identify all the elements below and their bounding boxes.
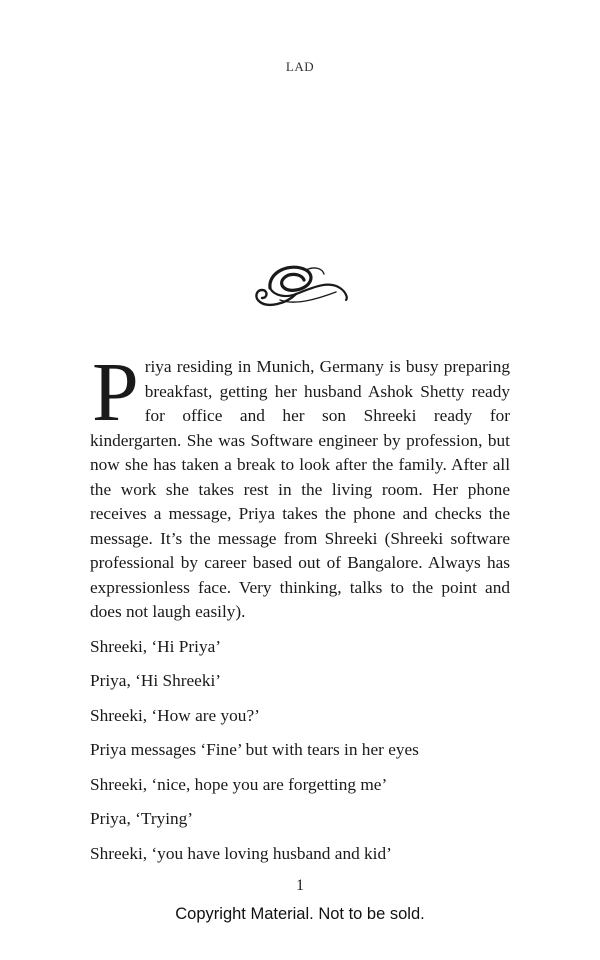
copyright-notice: Copyright Material. Not to be sold. xyxy=(175,905,425,923)
drop-cap: P xyxy=(92,346,139,439)
flourish-ornament-icon xyxy=(250,254,350,316)
dialogue-line: Shreeki, ‘you have loving husband and kid’ xyxy=(90,843,392,863)
running-header: LAD xyxy=(285,59,315,74)
dialogue-line: Priya, ‘Trying’ xyxy=(90,809,194,828)
page-number: 1 xyxy=(296,877,304,894)
dialogue-line: Priya messages ‘Fine’ but with tears in her eyes xyxy=(90,740,419,759)
dialogue-line: Shreeki, ‘nice, hope you are forgetting me’ xyxy=(90,774,388,794)
chapter-text xyxy=(90,346,510,866)
opening-paragraph xyxy=(90,346,510,625)
dialogue-line: Priya, ‘Hi Shreeki’ xyxy=(90,671,222,690)
dialogue-line: Shreeki, ‘How are you?’ xyxy=(90,705,260,725)
dialogue-line: Shreeki, ‘Hi Priya’ xyxy=(90,636,222,656)
opening-paragraph-text: riya residing in Munich, Germany is busy preparing breakfast, getting her husband Ashok Shetty ready for office and her son Shreeki ready for kindergarten. She was Software engineer by profession, but now she has taken a break to look after the family. After all the work she takes rest in the living room. Her phone receives a message, Priya takes the phone and checks the message. It’s the message from Shreeki (Shreeki software professional by career based out of Bangalore. Always has expressionless face. Very thinking, talks to the point and does not laugh easily). xyxy=(90,357,510,621)
